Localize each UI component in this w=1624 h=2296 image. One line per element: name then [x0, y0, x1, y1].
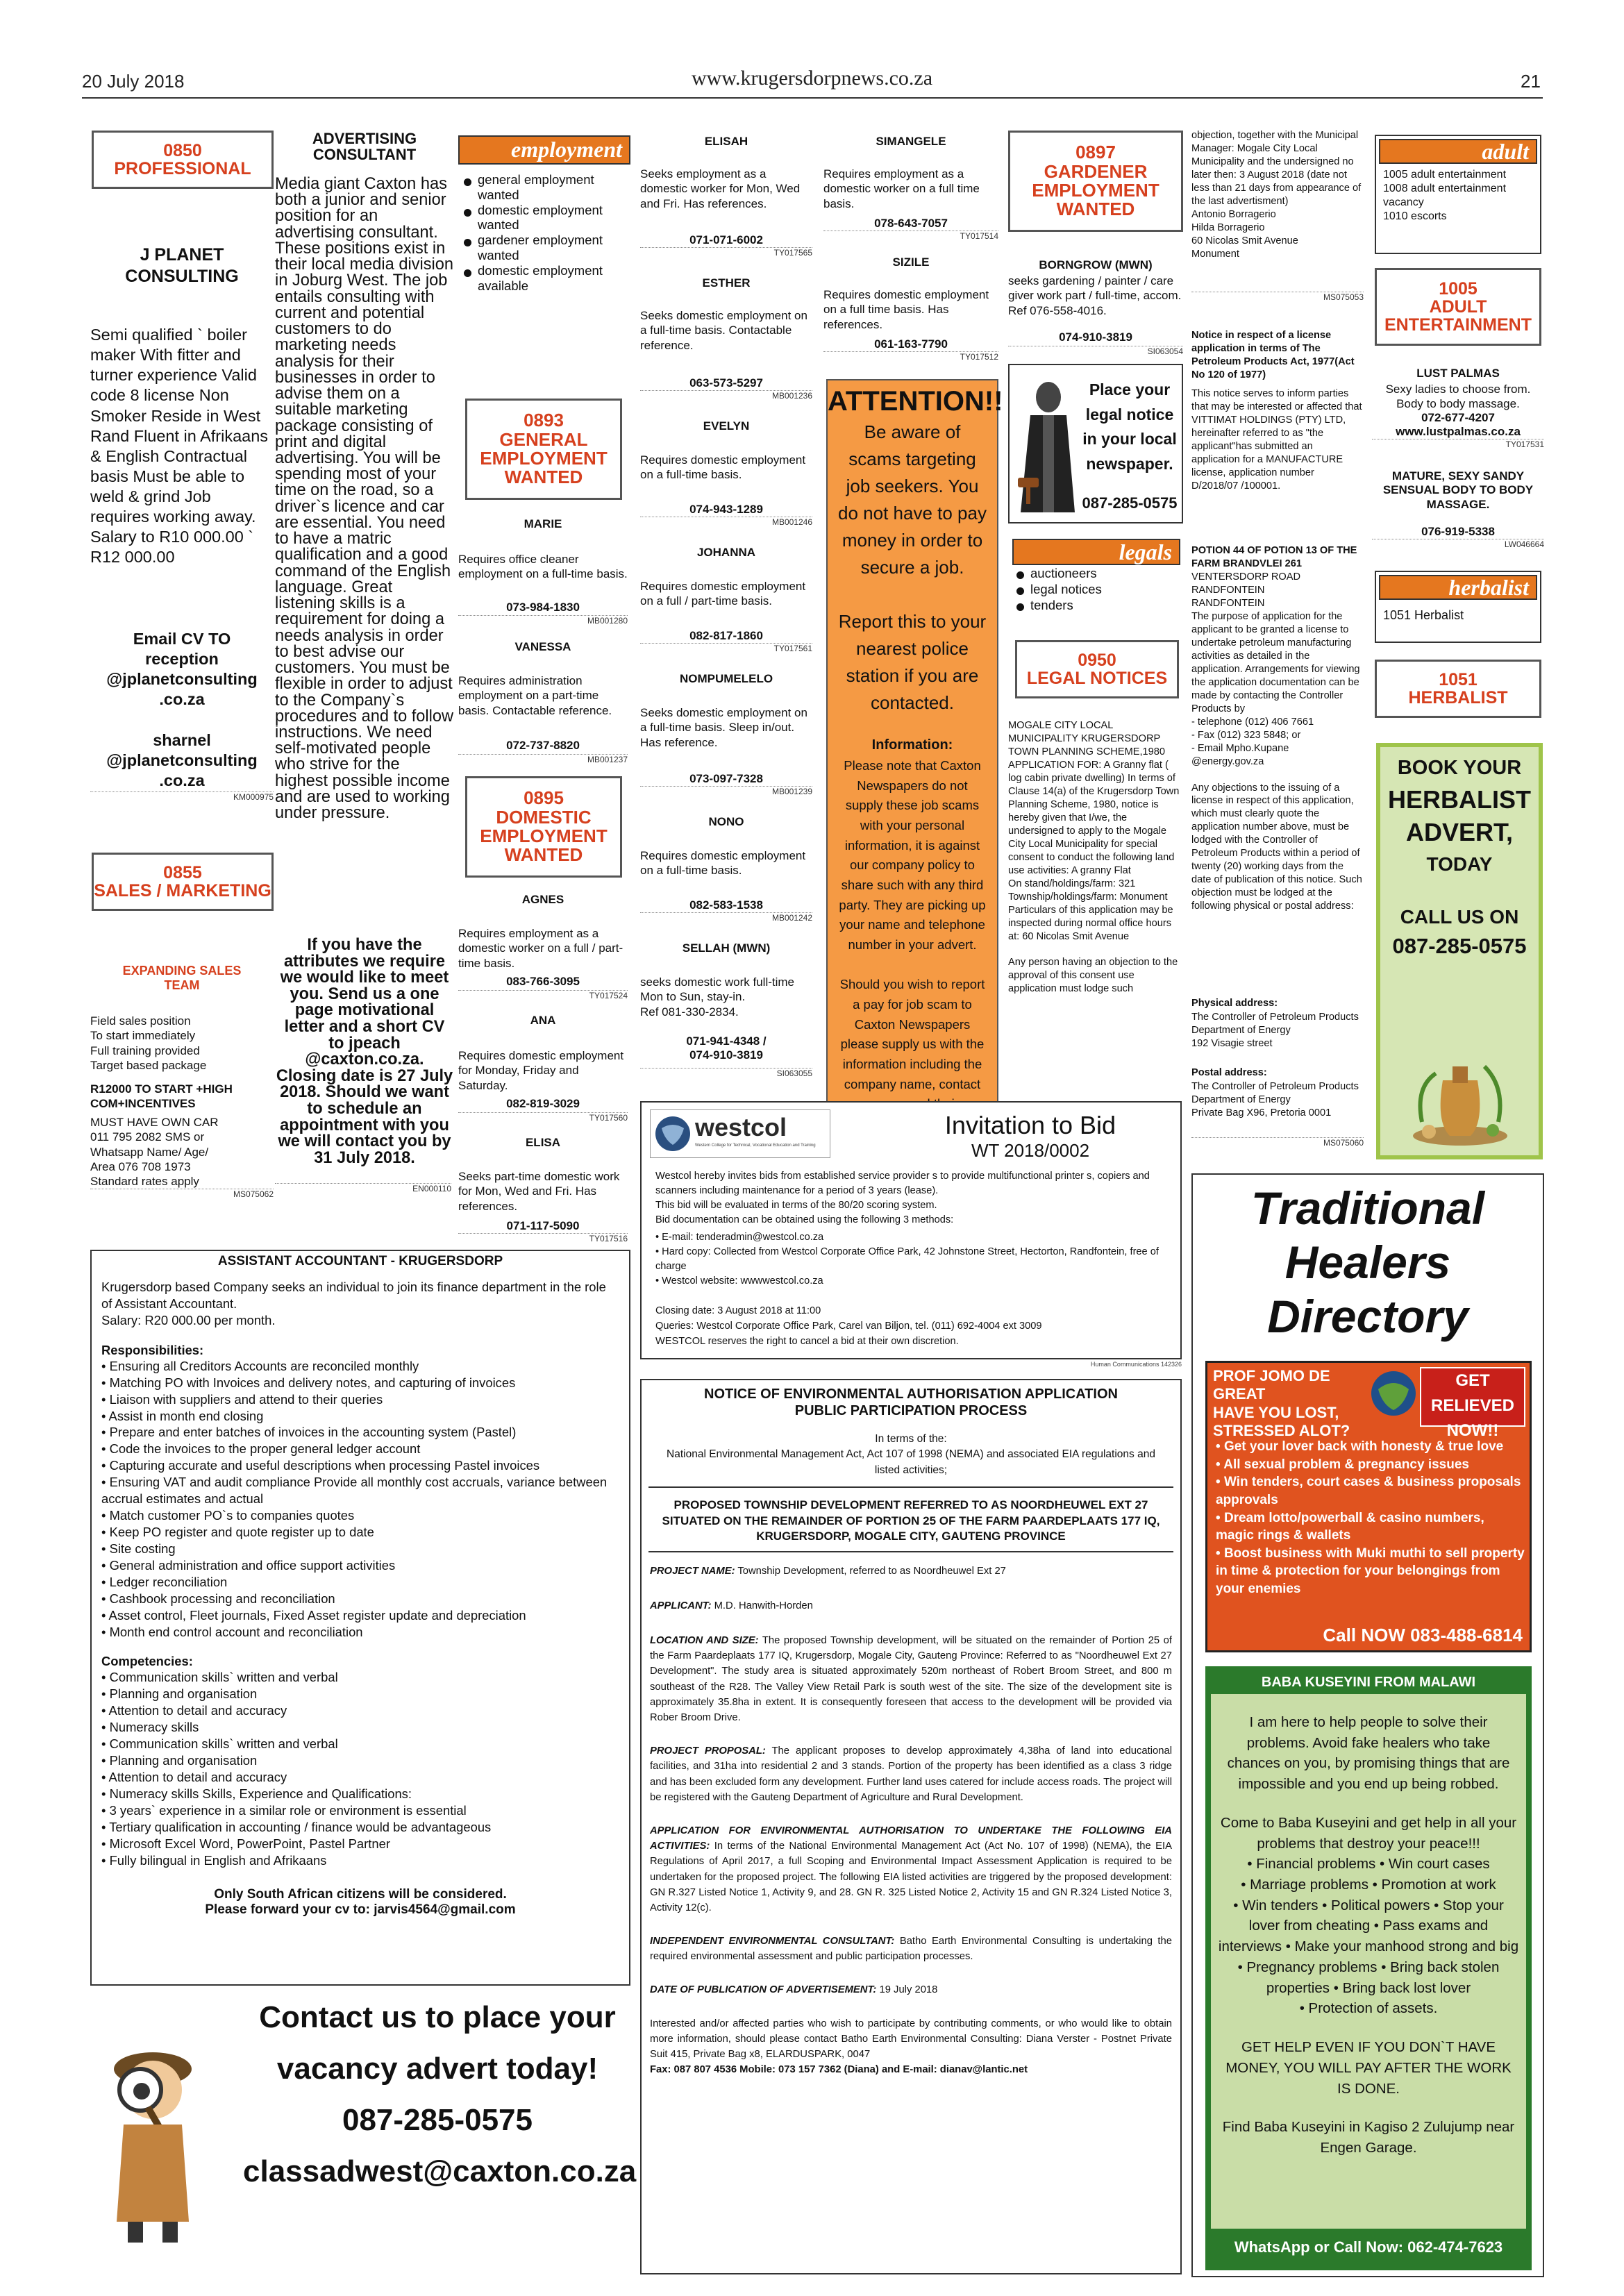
baba-intro: I am here to help people to solve their problems. Avoid fake healers who take chances on you, by promising things that are impossible and you end up being robbed.	[1227, 1714, 1510, 1793]
jomo-call[interactable]: Call NOW 083-488-6814	[1323, 1625, 1523, 1645]
accountant-footer-2[interactable]: Please forward your cv to: jarvis4564@gmail.com	[205, 1902, 516, 1917]
ad-ref: TY017561	[640, 643, 812, 653]
prof-jomo-ad[interactable]	[1205, 1361, 1532, 1652]
env-project-name: PROJECT NAME: Township Development, referred to as Noordheuwel Ext 27	[650, 1565, 1006, 1577]
ad-body: Requires domestic employment on a full-time basis.	[640, 849, 806, 878]
list-item: • Capturing accurate and useful descriptions when processing Pastel invoices	[101, 1458, 540, 1473]
ad-body: Seeks domestic employment on a full-time basis. Sleep in/out. Has reference.	[640, 706, 807, 749]
information-body: Please note that Caxton Newspapers do not supply these job scams with your personal information, it is against our company policy to share such with any third party. They are picking up your name and telephone number in your advert. Should you wish to report a pay for job scam to Caxton Newspapers please supply us with the information including the company name, contact	[839, 758, 986, 1091]
classification-1005: 1005 ADULT ENTERTAINMENT	[1375, 268, 1541, 346]
information-title: Information:	[871, 737, 953, 753]
herbs-icon	[1408, 1039, 1512, 1150]
attention-body: Be aware of scams targeting job seekers. You do not have to pay money in order to secure a job. Report this to your nearest police station if you are contacted.	[838, 421, 987, 713]
list-item: • Microsoft Excel Word, PowerPoint, Pastel Partner	[101, 1836, 390, 1851]
jplanet-title: J PLANET CONSULTING	[125, 245, 239, 287]
ad-body: Requires domestic employment on a full-time basis.	[640, 453, 806, 482]
adult-index-list	[1376, 167, 1540, 225]
ad-ref: SI063054	[1008, 346, 1183, 356]
legal-promo-phone[interactable]: 087-285-0575	[1082, 494, 1178, 512]
herbalist-section-header: herbalist	[1379, 575, 1537, 600]
ad-ref: MB001280	[458, 615, 628, 626]
ad-phone[interactable]: 071-941-4348 / 074-910-3819	[686, 1034, 767, 1062]
ad-name: AGNES	[521, 893, 564, 906]
traditional-healers-directory	[1191, 1173, 1544, 2277]
responsibilities-list	[92, 1358, 629, 1641]
ad-phone[interactable]: 071-071-6002	[689, 233, 763, 246]
ad-ref: TY017565	[640, 247, 812, 258]
adult-index-box	[1375, 135, 1541, 254]
westcol-method[interactable]: • Westcol website: wwwwestcol.co.za	[655, 1275, 823, 1287]
petroleum-ref: MS075060	[1191, 1137, 1364, 1148]
petroleum-body: This notice serves to inform parties that may be interested or affected that VITTIMAT HOLDINGS (PTY) LTD, hereinafter referred to as "the applicant"has submitted an application for a MANUFACTURE license, application number D/2018/07 /100001.	[1191, 388, 1362, 492]
ad-phone[interactable]: 073-097-7328	[689, 772, 763, 785]
accountant-intro: Krugersdorp based Company seeks an individual to join its finance department in the role of Assistant Accountant. Salary: R20 000.00 per month.	[101, 1280, 606, 1327]
legals-index-item[interactable]: tenders	[1014, 597, 1180, 613]
ad-ref: MB001239	[640, 786, 812, 796]
potion-body: VENTERSDORP ROAD RANDFONTEIN RANDFONTEIN The purpose of application for the applicant to be granted a license to undertake petroleum manufacturing activities as detailed in the application. Arrangements for viewing the application documentation can be made by contacting the Controller Products by - telephone (012) 406 7661 - Fax (012) 323 5848; or - Email Mpho.Kupane @energy.gov.za Any objections to the issuing of a license in respect of this application, which must clearly quote the application number above, must be lodged with the Controller of Petroleum Products within a period of twenty (20) working days from the date of publication of this notice. Such objection must be lodged at the following physical or postal address:	[1191, 571, 1362, 912]
promo-line-2: vacancy advert today!	[276, 2052, 598, 2086]
westcol-logo-text: westcol	[695, 1113, 787, 1141]
westcol-logo	[650, 1109, 830, 1158]
healers-title: Traditional Healers Directory	[1250, 1182, 1485, 1342]
notice-ref: MS075053	[1191, 292, 1364, 302]
westcol-queries: Queries: Westcol Corporate Office Park, Carel van Biljon, tel. (011) 692-4004 ext 3009	[655, 1321, 1042, 1332]
list-item: • General administration and office support activities	[101, 1557, 396, 1573]
ad-name: SIZILE	[892, 255, 930, 269]
ad-phone[interactable]: 061-163-7790	[874, 337, 948, 351]
promo-line-1: Contact us to place your	[259, 2000, 616, 2034]
westcol-body: Westcol hereby invites bids from established service provider s to provide multifunctional printer s, copiers and scanners including maintenance for a period of 3 years (lease). This bid will be evaluated in terms of the 80/20 scoring system. Bid documentation can be obtained using the following 3 methods:	[655, 1171, 1150, 1226]
legal-promo-text: Place your legal notice in your local newspaper.	[1082, 380, 1177, 473]
classification-0895: 0895 DOMESTIC EMPLOYMENT WANTED	[465, 776, 622, 878]
ad-phone[interactable]: 063-573-5297	[689, 376, 763, 389]
list-item: • Cashbook processing and reconciliation	[101, 1591, 335, 1606]
lust-palmas-body: Sexy ladies to choose from. Body to body massage.	[1385, 383, 1531, 411]
westcol-tender	[640, 1101, 1182, 1359]
env-contact: Interested and/or affected parties who wish to participate by contributing comments, or who would like to obtain more information, should please contact Batho Earth Environmental Consulting: Diana Verster - Postnet Private Suit 415, Private Bag x8, ELARDUSPARK, 0047	[650, 2018, 1172, 2060]
sales-heading: EXPANDING SALES TEAM	[122, 964, 242, 992]
westcol-closing: Closing date: 3 August 2018 at 11:00	[655, 1305, 821, 1316]
westcol-method: • Hard copy: Collected from Westcol Corporate Office Park, 42 Johnstone Street, Hectorton, Randfontein, free of charge	[655, 1246, 1159, 1273]
list-item: • Match customer PO`s to companies quotes	[101, 1508, 355, 1523]
list-item: • Attention to detail and accuracy	[101, 1703, 287, 1718]
header-rule	[82, 97, 1543, 99]
website-url[interactable]: www.krugersdorpnews.co.za	[691, 67, 933, 90]
jomo-title: PROF JOMO DE GREAT HAVE YOU LOST, STRESSED ALOT?	[1213, 1367, 1350, 1440]
westcol-credit: Human Communications 142326	[1090, 1361, 1182, 1368]
herbalist-promo-line1: BOOK YOUR	[1397, 757, 1522, 779]
ad-body: Requires domestic employment for Monday, Friday and Saturday.	[458, 1049, 624, 1092]
ad-name: MARIE	[524, 517, 562, 530]
promo-phone[interactable]: 087-285-0575	[342, 2103, 533, 2137]
mature-phone[interactable]: 076-919-5338	[1421, 525, 1495, 538]
legals-index-item[interactable]: legal notices	[1014, 581, 1180, 597]
ad-ref: MB001237	[458, 754, 628, 764]
list-item: • Win tenders, court cases & business proposals approvals	[1216, 1475, 1521, 1507]
ad-name: ESTHER	[702, 276, 751, 290]
ad-ref: MB001246	[640, 517, 812, 527]
westcol-method[interactable]: • E-mail: tenderadmin@westcol.co.za	[655, 1232, 824, 1243]
lust-palmas-ref: TY017531	[1372, 439, 1544, 449]
legals-index-item[interactable]: auctioneers	[1014, 565, 1180, 581]
list-item: • Numeracy skills Skills, Experience and Qualifications:	[101, 1786, 412, 1801]
ad-body: Seeks part-time domestic work for Mon, Wed and Fri. Has references.	[458, 1170, 620, 1213]
list-item: • Matching PO with Invoices and delivery notes, and capturing of invoices	[101, 1375, 516, 1390]
list-item: • Assist in month end closing	[101, 1408, 264, 1423]
env-applicant: APPLICANT: M.D. Hanwith-Horden	[650, 1600, 813, 1611]
issue-date: 20 July 2018	[82, 71, 185, 92]
env-subtitle: PROPOSED TOWNSHIP DEVELOPMENT REFERRED TO AS NOORDHEUWEL EXT 27 SITUATED ON THE REMAINDER OF PORTION 25 OF THE FARM PAARDEPLAATS 177 IQ, KRUGERSDORP, MOGALE CITY, GAUTENG PROVINCE	[662, 1498, 1160, 1543]
list-item: • Ensuring all Creditors Accounts are reconciled monthly	[101, 1358, 419, 1373]
accountant-footer-1: Only South African citizens will be considered.	[214, 1886, 507, 1902]
globe-hands-icon	[1366, 1366, 1421, 1421]
scam-warning-box	[826, 379, 1003, 1115]
env-terms: In terms of the: National Environmental Management Act, Act 107 of 1998 (NEMA) and associated EIA regulations and listed activities;	[667, 1433, 1155, 1476]
westcol-title: Invitation to Bid	[944, 1111, 1116, 1139]
ad-name: ELISA	[525, 1136, 561, 1149]
postal-address: The Controller of Petroleum Products Department of Energy Private Bag X96, Pretoria 0001	[1191, 1081, 1359, 1118]
notice-continuation: objection, together with the Municipal Manager: Mogale City Local Municipality and the undersigned no later then: 3 August 2018 (date not less than 21 days from appearance of the last advertisment) Antonio Borragerio Hilda Borragerio 60 Nicolas Smit Avenue Monument	[1191, 130, 1362, 260]
ad-ref: TY017512	[823, 351, 998, 362]
herbalist-promo-line2: HERBALIST ADVERT,	[1388, 785, 1531, 846]
employment-index-item[interactable]: domestic employment available	[461, 263, 628, 294]
list-item: • Get your lover back with honesty & true love	[1216, 1439, 1504, 1454]
list-item: • Planning and organisation	[101, 1753, 258, 1768]
env-consultant: INDEPENDENT ENVIRONMENTAL CONSULTANT: Batho Earth Environmental Consulting is undertaking the required environmental assessment and public participation processes.	[650, 1936, 1172, 1963]
ad-phone[interactable]: 072-737-8820	[506, 739, 580, 752]
ad-phone[interactable]: 074-910-3819	[1059, 330, 1132, 344]
list-item: • Keep PO register and quote register up to date	[101, 1524, 374, 1539]
legals-section-header: legals	[1012, 539, 1180, 565]
list-item: • Communication skills` written and verbal	[101, 1736, 338, 1752]
sales-ref: MS075062	[90, 1189, 274, 1199]
env-activities: APPLICATION FOR ENVIRONMENTAL AUTHORISATION TO UNDERTAKE THE FOLLOWING EIA ACTIVITIES: In terms of the National Environmental Management Act (Act No. 107 of 1998) (NEMA), the EIA Regulations of April 2017, a full Scoping and Environmental Impact Assessment Application is required to be undertaken for the proposed project. The following EIA listed activities are triggered by the proposed development: GN R.327 Listed Notice 1, Activity 9, and 28. GN R. 325 Listed Notice 2, Activity 15 and GN R.324 Listed Notice 3, Activity 12(c).	[650, 1825, 1172, 1913]
ad-ref: TY017514	[823, 231, 998, 241]
list-item: • 3 years` experience in a similar role or environment is essential	[101, 1802, 467, 1818]
ad-phone[interactable]: 082-817-1860	[689, 629, 763, 642]
herbalist-index-box	[1375, 571, 1541, 643]
advertising-ref: EN000110	[275, 1183, 451, 1193]
mature-ref: LW046664	[1372, 539, 1544, 549]
baba-location: Find Baba Kuseyini in Kagiso 2 Zulujump near Engen Garage.	[1222, 2119, 1515, 2156]
westcol-code: WT 2018/0002	[971, 1140, 1090, 1161]
ad-ref: TY017560	[458, 1112, 628, 1123]
list-item: • Liaison with suppliers and attend to their queries	[101, 1391, 383, 1407]
ad-name: EVELYN	[703, 419, 750, 433]
westcol-methods	[655, 1230, 1169, 1289]
adult-index-item[interactable]: 1010 escorts	[1383, 210, 1447, 222]
ad-phone[interactable]: 071-117-5090	[506, 1219, 580, 1232]
physical-address: The Controller of Petroleum Products Department of Energy 192 Visagie street	[1191, 1012, 1359, 1049]
advertising-consultant-title: ADVERTISING CONSULTANT	[312, 130, 417, 164]
employment-section-header: employment	[458, 135, 630, 165]
classification-0893: 0893 GENERAL EMPLOYMENT WANTED	[465, 399, 622, 500]
baba-call[interactable]: WhatsApp or Call Now: 062-474-7623	[1209, 2229, 1527, 2266]
ad-body: seeks domestic work full-time Mon to Sun, stay-in. Ref 081-330-2834.	[640, 975, 795, 1019]
list-item: • Planning and organisation	[101, 1686, 258, 1702]
detective-icon	[97, 2013, 208, 2249]
ad-phone[interactable]: 073-984-1830	[506, 601, 580, 614]
sales-body-3: MUST HAVE OWN CAR 011 795 2082 SMS or Whatsapp Name/ Age/ Area 076 708 1973 Standard rates apply	[90, 1116, 219, 1188]
competencies-list	[92, 1669, 629, 1868]
assistant-accountant-ad	[90, 1250, 630, 1986]
ad-name: SELLAH (MWN)	[682, 941, 771, 955]
list-item: • Asset control, Fleet journals, Fixed Asset register update and depreciation	[101, 1607, 526, 1623]
adult-section-header: adult	[1379, 139, 1537, 164]
ad-body: Seeks domestic employment on a full-time basis. Contactable reference.	[640, 309, 807, 352]
list-item: • Prepare and enter batches of invoices in the accounting system (Pastel)	[101, 1425, 517, 1440]
list-item: • Month end control account and reconciliation	[101, 1624, 363, 1639]
baba-services: Come to Baba Kuseyini and get help in all your problems that destroy your peace!!! • Financial problems • Win court cases • Marriage problems • Promotion at work • Win tenders • Political powers • Stop your lover from cheating • Pass exams and interviews • Make your manhood strong and big • Pregnancy problems • Bring back stolen properties • Bring back lost lover • Protection of assets.	[1218, 1814, 1519, 2017]
promo-email[interactable]: classadwest@caxton.co.za	[243, 2154, 637, 2188]
herbalist-promo-call: CALL US ON	[1400, 905, 1519, 928]
jomo-list	[1216, 1438, 1525, 1598]
employment-index-item[interactable]: general employment wanted	[461, 172, 628, 203]
ad-phone[interactable]: 083-766-3095	[506, 975, 580, 988]
list-item: • Attention to detail and accuracy	[101, 1769, 287, 1784]
ad-body: Requires office cleaner employment on a full-time basis.	[458, 553, 628, 581]
classification-0897: 0897 GARDENER EMPLOYMENT WANTED	[1008, 131, 1183, 232]
ad-body: Seeks employment as a domestic worker for Mon, Wed and Fri. Has references.	[640, 167, 801, 210]
env-location: LOCATION AND SIZE: The proposed Township development, will be situated on the remainder of Portion 25 of the Farm Paardeplaats 177 IQ, Krugersdorp, Mogale City, Gauteng Province: Referred to as "Noordheuwel Ext 27 Development". The study area is situated approximately 520m northeast of Robert Broom Street, and 800 m southeast of the R28. The Valley View Retail Park is south west of the site. The size of the development site is approximately 35.8ha in extent. It is consequently foreseen that access to the development will be provided via Rober Broom Drive.	[650, 1635, 1172, 1723]
adult-index-item[interactable]: 1008 adult entertainment vacancy	[1383, 183, 1507, 208]
mature-title: MATURE, SEXY SANDY SENSUAL BODY TO BODY MASSAGE.	[1382, 469, 1534, 511]
lust-palmas-phone[interactable]: 072-677-4207	[1421, 411, 1495, 424]
classification-1051: 1051 HERBALIST	[1375, 660, 1541, 718]
potion-heading: POTION 44 OF POTION 13 OF THE FARM BRANDVLEI 261	[1191, 545, 1357, 569]
sales-body-2: R12000 TO START +HIGH COM+INCENTIVES	[90, 1082, 233, 1111]
baba-title: BABA KUSEYINI FROM MALAWI	[1209, 1670, 1527, 1694]
ad-ref: TY017524	[458, 990, 628, 1000]
list-item: • All sexual problem & pregnancy issues	[1216, 1457, 1469, 1472]
ad-body: Requires employment as a domestic worker on a full time basis.	[823, 167, 980, 210]
westcol-logo-subtext: Western College for Technical, Vocational Education and Training	[695, 1143, 816, 1148]
herbalist-promo[interactable]	[1376, 743, 1543, 1159]
list-item: • Tertiary qualification in accounting / finance would be advantageous	[101, 1819, 492, 1834]
ad-ref: TY017516	[458, 1233, 628, 1243]
employment-index-item[interactable]: gardener employment wanted	[461, 233, 628, 263]
herbalist-promo-line3: TODAY	[1426, 853, 1493, 875]
sales-body-1: Field sales position To start immediately Full training provided Target based package	[90, 1014, 207, 1072]
list-item: • Dream lotto/powerball & casino numbers, magic rings & wallets	[1216, 1510, 1484, 1543]
env-publication-date: DATE OF PUBLICATION OF ADVERTISEMENT: 19 July 2018	[650, 1984, 938, 1996]
ad-name: SIMANGELE	[876, 135, 946, 148]
jplanet-email: Email CV TO reception @jplanetconsulting .co.za sharnel @jplanetconsulting .co.za	[106, 630, 258, 789]
list-item: • Numeracy skills	[101, 1720, 199, 1735]
jplanet-ref: KM000975	[90, 791, 274, 802]
responsibilities-heading: Responsibilities:	[101, 1342, 204, 1357]
ad-name: VANESSA	[514, 640, 571, 653]
herbalist-index-item[interactable]: 1051 Herbalist	[1383, 608, 1464, 622]
ad-body: seeks gardening / painter / care giver work part / full-time, accom. Ref 076-558-4016.	[1008, 274, 1182, 317]
accountant-title: ASSISTANT ACCOUNTANT - KRUGERSDORP	[217, 1254, 503, 1268]
list-item: • Fully bilingual in English and Afrikaans	[101, 1852, 327, 1868]
ad-phone[interactable]: 082-819-3029	[506, 1097, 580, 1110]
physical-address-label: Physical address:	[1191, 998, 1278, 1009]
jomo-badge: GET RELIEVED NOW!!	[1420, 1367, 1525, 1427]
competencies-heading: Competencies:	[101, 1654, 193, 1669]
ad-name: ELISAH	[704, 135, 748, 148]
classification-0855: 0855 SALES / MARKETING	[92, 853, 274, 911]
list-item: • Ensuring VAT and audit compliance Provide all monthly cost accruals, variance between accrual estimates and actual	[101, 1475, 608, 1507]
baba-payment: GET HELP EVEN IF YOU DON`T HAVE MONEY, YOU WILL PAY AFTER THE WORK IS DONE.	[1225, 2039, 1512, 2097]
baba-kuseyini-ad[interactable]	[1205, 1666, 1532, 2270]
adult-index-item[interactable]: 1005 adult entertainment	[1383, 169, 1507, 181]
ad-ref: MB001236	[640, 390, 812, 401]
env-title: NOTICE OF ENVIRONMENTAL AUTHORISATION APPLICATION PUBLIC PARTICIPATION PROCESS	[704, 1386, 1118, 1418]
list-item: • Ledger reconciliation	[101, 1574, 228, 1589]
list-item: • Communication skills` written and verbal	[101, 1670, 338, 1685]
env-fax-email[interactable]: Fax: 087 807 4536 Mobile: 073 157 7362 (Diana) and E-mail: dianav@lantic.net	[650, 2064, 1028, 2076]
ad-phone[interactable]: 082-583-1538	[689, 898, 763, 912]
westcol-reserve: WESTCOL reserves the right to cancel a bid at their own discretion.	[655, 1336, 959, 1347]
classification-0850: 0850 PROFESSIONAL	[92, 131, 274, 189]
lust-palmas-website[interactable]: www.lustpalmas.co.za	[1396, 425, 1521, 438]
herbalist-promo-phone[interactable]: 087-285-0575	[1392, 933, 1527, 958]
ad-ref: SI063055	[640, 1068, 812, 1078]
list-item: • Site costing	[101, 1541, 176, 1556]
environmental-notice	[640, 1379, 1182, 2274]
ad-name: NONO	[708, 815, 744, 828]
judge-icon	[1015, 374, 1078, 512]
ad-body: Requires employment as a domestic worker on a full / part-time basis.	[458, 927, 623, 970]
mogale-notice: MOGALE CITY LOCAL MUNICIPALITY KRUGERSDORP TOWN PLANNING SCHEME,1980 APPLICATION FOR: A Granny flat ( log cabin private dwelling) In terms of Clause 14(a) of the Krugersdorp Town Planning Scheme, 1980, notice is hereby given that I/we, the undersigned to apply to the Mogale City Local Municipality for special consent to conduct the following land use activities: A granny Flat On stand/holdings/farm: 321 Township/holdings/farm: Monument Particulars of this application may be inspected during normal office hours at: 60 Nicolas Smit Avenue Any person having an objection to the approval of this consent use application must lodge such	[1008, 720, 1180, 995]
ad-body: Requires domestic employment on a full / part-time basis.	[640, 580, 806, 608]
ad-body: Requires administration employment on a part-time basis. Contactable reference.	[458, 674, 612, 717]
ad-ref: MB001242	[640, 912, 812, 923]
postal-address-label: Postal address:	[1191, 1067, 1267, 1078]
list-item: • Boost business with Muki muthi to sell property in time & protection for your belongings from your enemies	[1216, 1545, 1525, 1597]
petroleum-heading: Notice in respect of a license application in terms of The Petroleum Products Act, 1977(Act No 120 of 1977)	[1191, 330, 1355, 380]
ad-name: BORNGROW (MWN)	[1039, 258, 1153, 271]
attention-title: ATTENTION!!	[828, 386, 1003, 417]
globe-icon	[653, 1114, 692, 1153]
advertising-consultant-cta: If you have the attributes we require we would like to meet you. Send us a one page motivational letter and a short CV to jpeach @caxton.co.za. Closing date is 27 July 2018. Should we want to schedule an appointment with you we will contact you by 31 July 2018.	[276, 936, 453, 1167]
lust-palmas-title: LUST PALMAS	[1416, 367, 1500, 380]
legal-notice-promo[interactable]	[1008, 364, 1183, 523]
page-number: 21	[1521, 71, 1541, 92]
env-proposal: PROJECT PROPOSAL: The applicant proposes to develop approximately 4,38ha of land into educational facilities, and 31ha into residential 2 and 3 stands. Portion of the property has been identified as a class 3 ridge and has been excluded form any development. Further land uses catered for include access roads. The project will be registered with the Gauteng Department of Agriculture and Rural Development.	[650, 1745, 1172, 1803]
ad-phone[interactable]: 078-643-7057	[874, 217, 948, 230]
ad-body: Requires domestic employment on a full time basis. Has references.	[823, 288, 989, 331]
list-item: • Code the invoices to the proper general ledger account	[101, 1441, 421, 1457]
classification-0950: 0950 LEGAL NOTICES	[1015, 640, 1179, 698]
ad-phone[interactable]: 074-943-1289	[689, 503, 763, 516]
ad-name: JOHANNA	[696, 546, 756, 559]
jplanet-body: Semi qualified ` boiler maker With fitter and turner experience Valid code 8 license Non Smoker Reside in West Rand Fluent in Afrikaans & English Contractual basis Must be able to weld & grind Job requires working away. Salary to R10 000.00 ` R12 000.00	[90, 326, 269, 567]
advertising-consultant-body: Media giant Caxton has both a junior and senior position for an advertising consultant. These positions exist in their local media division in Joburg West. The job entails consulting with current and potential customers to do marketing needs analysis for their businesses in order to advise them on a suitable marketing package consisting of print and digital advertising. You will be spending most of your time on the road, so a driver`s licence and car are essential. You need to have a matric qualification and a good command of the English language. Great listening skills is a requirement for doing a needs analysis in order to best advise our customers. You must be flexible in order to adjust to the Company`s procedures and to follow instructions. We need self-motivated people who strive for the highest possible income and are used to working under pressure.	[275, 175, 454, 823]
ad-name: NOMPUMELELO	[679, 672, 773, 685]
ad-name: ANA	[530, 1014, 556, 1027]
vacancy-advert-promo[interactable]	[90, 1986, 637, 2277]
employment-index-item[interactable]: domestic employment wanted	[461, 203, 628, 233]
